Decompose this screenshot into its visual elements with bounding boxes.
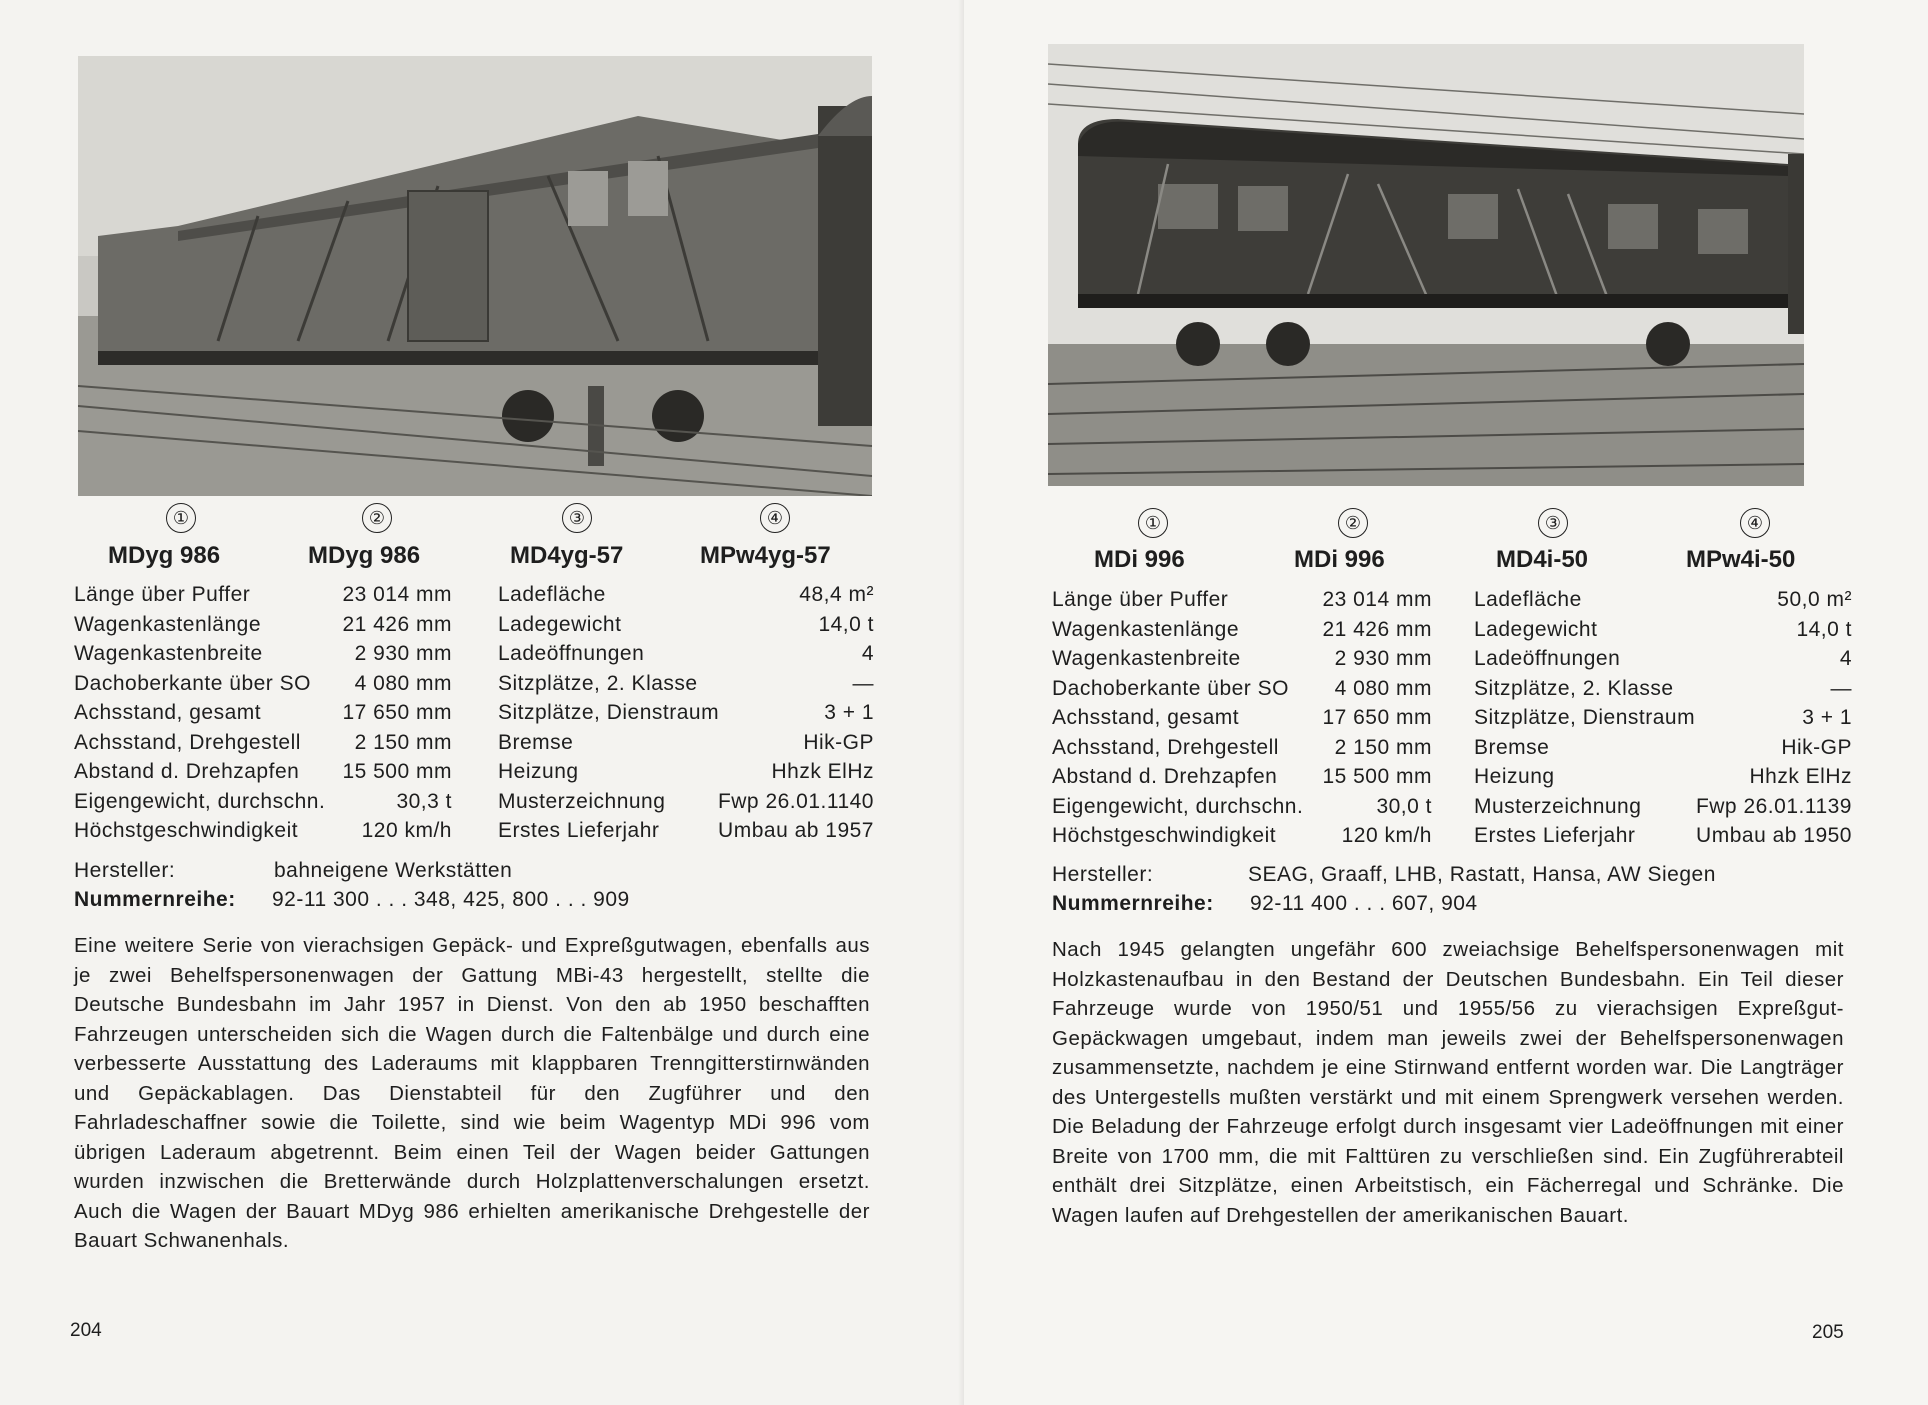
variant-markers xyxy=(166,503,926,535)
spec-label: Erstes Lieferjahr xyxy=(498,819,660,842)
dimension-specs xyxy=(74,580,452,846)
spec-value: 23 014 mm xyxy=(342,583,452,606)
wagon-type-1: MDi 996 xyxy=(1094,546,1185,573)
spec-row xyxy=(1474,762,1852,792)
spec-row xyxy=(1052,674,1432,704)
spec-value: 4 080 mm xyxy=(1334,676,1432,700)
spec-label: Ladefläche xyxy=(498,583,606,606)
variant-marker-3: ③ xyxy=(562,503,592,533)
number-series-label: Nummernreihe: xyxy=(1052,892,1214,915)
variant-marker-2: ② xyxy=(362,503,392,533)
spec-row xyxy=(74,757,452,787)
spec-value: 2 150 mm xyxy=(1334,735,1432,759)
right-photo xyxy=(1048,44,1804,486)
spec-label: Sitzplätze, 2. Klasse xyxy=(498,671,698,695)
spec-label: Achsstand, gesamt xyxy=(1052,706,1240,729)
wagon-types xyxy=(108,542,908,574)
spec-value: 30,3 t xyxy=(396,789,452,813)
spec-value: 3 + 1 xyxy=(1802,706,1852,729)
spec-label: Höchstgeschwindigkeit xyxy=(1052,824,1277,847)
wagon-type-4: MPw4i-50 xyxy=(1686,546,1796,573)
wagon-type-2: MDyg 986 xyxy=(308,542,421,569)
spec-label: Ladeöffnungen xyxy=(498,642,645,665)
spec-row xyxy=(1474,585,1852,615)
spec-label: Heizung xyxy=(498,760,579,783)
loading-specs xyxy=(498,580,874,846)
spec-value: — xyxy=(852,671,874,695)
spec-value: 21 426 mm xyxy=(1322,617,1432,641)
spec-row xyxy=(1474,644,1852,674)
spec-value: 50,0 m² xyxy=(1777,588,1852,611)
number-series-value: 92-11 300 . . . 348, 425, 800 . . . 909 xyxy=(272,888,630,911)
spec-row xyxy=(74,610,452,640)
spec-row xyxy=(1052,762,1432,792)
spec-row xyxy=(74,639,452,669)
luggage-van-photo xyxy=(1048,44,1804,486)
spec-label: Sitzplätze, 2. Klasse xyxy=(1474,676,1674,700)
spec-row xyxy=(498,698,874,728)
spec-row xyxy=(1052,733,1432,763)
spec-value: 2 930 mm xyxy=(354,642,452,665)
spec-label: Länge über Puffer xyxy=(1052,588,1229,611)
spec-label: Wagenkastenlänge xyxy=(1052,617,1240,641)
spec-row xyxy=(1052,644,1432,674)
spec-label: Achsstand, Drehgestell xyxy=(74,730,301,754)
spec-label: Eigengewicht, durchschn. xyxy=(74,789,326,813)
spec-row xyxy=(498,816,874,846)
spec-row xyxy=(74,580,452,610)
spec-label: Erstes Lieferjahr xyxy=(1474,824,1636,847)
spec-row xyxy=(74,787,452,817)
manufacturer-value: bahneigene Werkstätten xyxy=(274,859,513,882)
spec-value: — xyxy=(1830,676,1852,700)
spec-row xyxy=(1474,792,1852,822)
variant-marker-1: ① xyxy=(166,503,196,533)
description-paragraph: Nach 1945 gelangten ungefähr 600 zweiachsige Behelfspersonenwagen mit Holzkastenaufbau in den Bestand der Deutschen Bundesbahn. Ein Teil dieser Fahrzeuge wurde von 1950/51 und 1955/56 zu vierachsigen Expreßgut-Gepäckwagen umgebaut, indem man jeweils zwei der Behelfspersonenwagen zusammensetzte, nachdem je eine Stirnwand entfernt worden war. Die Langträger des Untergestells mußten verstärkt und mit einem Sprengwerk versehen werden. Die Beladung der Fahrzeuge erfolgt durch insgesamt vier Ladeöffnungen mit einer Breite von 1700 mm, die mit Falttüren zu verschließen sind. Ein Zugführerabteil enthält drei Sitzplätze, einen Arbeitstisch, ein Fächerregal und Schränke. Die Wagen laufen auf Drehgestellen der amerikanischen Bauart. xyxy=(1052,938,1844,1227)
spec-label: Eigengewicht, durchschn. xyxy=(1052,794,1304,818)
spec-value: 4 xyxy=(1839,647,1852,670)
spec-label: Wagenkastenlänge xyxy=(74,612,262,636)
spec-row xyxy=(1474,703,1852,733)
spec-row xyxy=(74,669,452,699)
spec-row xyxy=(498,580,874,610)
wagon-type-4: MPw4yg-57 xyxy=(700,542,831,569)
spec-label: Achsstand, Drehgestell xyxy=(1052,735,1279,759)
wagon-types xyxy=(1094,546,1894,578)
spec-value: 21 426 mm xyxy=(342,612,452,636)
spec-row xyxy=(498,669,874,699)
number-series-value: 92-11 400 . . . 607, 904 xyxy=(1250,892,1478,915)
spec-label: Dachoberkante über SO xyxy=(74,671,311,695)
spec-value: Hik-GP xyxy=(1781,735,1852,759)
spec-value: 2 150 mm xyxy=(354,730,452,754)
spec-label: Abstand d. Drehzapfen xyxy=(1052,765,1278,788)
manufacturer-label: Hersteller: xyxy=(74,859,176,882)
spec-label: Abstand d. Drehzapfen xyxy=(74,760,300,783)
manufacturer-value: SEAG, Graaff, LHB, Rastatt, Hansa, AW Siegen xyxy=(1248,863,1716,886)
manufacturer-label: Hersteller: xyxy=(1052,863,1154,886)
loading-specs xyxy=(1474,585,1852,851)
spec-label: Wagenkastenbreite xyxy=(1052,647,1241,670)
spec-row xyxy=(498,787,874,817)
spec-row xyxy=(1052,615,1432,645)
spec-row xyxy=(1474,821,1852,851)
spec-value: Hhzk ElHz xyxy=(1749,765,1852,788)
spec-row xyxy=(498,728,874,758)
spec-row xyxy=(1052,792,1432,822)
spec-value: Hhzk ElHz xyxy=(771,760,874,783)
wagon-type-2: MDi 996 xyxy=(1294,546,1385,573)
spec-value: 17 650 mm xyxy=(342,701,452,724)
spec-row xyxy=(74,728,452,758)
spec-value: 120 km/h xyxy=(1341,824,1432,847)
page-number: 204 xyxy=(70,1320,102,1341)
spec-label: Heizung xyxy=(1474,765,1555,788)
wagon-type-3: MD4i-50 xyxy=(1496,546,1589,573)
spec-row xyxy=(1474,733,1852,763)
wagon-type-1: MDyg 986 xyxy=(108,542,221,569)
variant-marker-1: ① xyxy=(1138,508,1168,538)
spec-value: 4 080 mm xyxy=(354,671,452,695)
wagon-type-3: MD4yg-57 xyxy=(510,542,624,569)
spec-value: 2 930 mm xyxy=(1334,647,1432,670)
spec-row xyxy=(1474,615,1852,645)
spec-value: 30,0 t xyxy=(1376,794,1432,818)
spec-value: 3 + 1 xyxy=(824,701,874,724)
spec-value: 15 500 mm xyxy=(342,760,452,783)
variant-markers xyxy=(1138,508,1898,540)
variant-marker-4: ④ xyxy=(1740,508,1770,538)
spec-row xyxy=(74,816,452,846)
spec-row xyxy=(1474,674,1852,704)
spec-label: Ladegewicht xyxy=(1474,617,1598,641)
spec-label: Musterzeichnung xyxy=(1474,794,1642,818)
dimension-specs xyxy=(1052,585,1432,851)
spec-value: 23 014 mm xyxy=(1322,588,1432,611)
description-text xyxy=(74,931,870,1256)
spec-label: Achsstand, gesamt xyxy=(74,701,262,724)
spec-label: Ladefläche xyxy=(1474,588,1582,611)
spec-value: 15 500 mm xyxy=(1322,765,1432,788)
number-series-label: Nummernreihe: xyxy=(74,888,236,911)
spec-row xyxy=(498,757,874,787)
left-photo xyxy=(78,56,872,496)
spec-value: 14,0 t xyxy=(818,612,874,636)
manufacturer-block xyxy=(74,856,874,914)
variant-marker-2: ② xyxy=(1338,508,1368,538)
spec-value: Hik-GP xyxy=(803,730,874,754)
spec-label: Höchstgeschwindigkeit xyxy=(74,819,299,842)
spec-label: Wagenkastenbreite xyxy=(74,642,263,665)
spec-row xyxy=(74,698,452,728)
spec-value: Umbau ab 1957 xyxy=(718,819,874,842)
manufacturer-block xyxy=(1052,860,1852,918)
spec-label: Länge über Puffer xyxy=(74,583,251,606)
spec-label: Ladeöffnungen xyxy=(1474,647,1621,670)
page-number: 205 xyxy=(1812,1322,1844,1343)
spec-value: 17 650 mm xyxy=(1322,706,1432,729)
spec-value: Umbau ab 1950 xyxy=(1696,824,1852,847)
right-page xyxy=(964,0,1928,1405)
spec-label: Bremse xyxy=(498,730,574,754)
spec-value: 120 km/h xyxy=(361,819,452,842)
spec-label: Bremse xyxy=(1474,735,1550,759)
variant-marker-4: ④ xyxy=(760,503,790,533)
spec-value: Fwp 26.01.1140 xyxy=(717,789,874,813)
spec-label: Sitzplätze, Dienstraum xyxy=(498,701,720,724)
spec-label: Sitzplätze, Dienstraum xyxy=(1474,706,1696,729)
spec-value: 14,0 t xyxy=(1796,617,1852,641)
spec-row xyxy=(1052,703,1432,733)
spec-row xyxy=(498,610,874,640)
luggage-van-photo xyxy=(78,56,872,496)
spec-label: Ladegewicht xyxy=(498,612,622,636)
spec-row xyxy=(1052,821,1432,851)
description-paragraph: Eine weitere Serie von vierachsigen Gepäck- und Expreßgutwagen, ebenfalls aus je zwei Behelfspersonenwagen der Gattung MBi-43 hergestellt, stellte die Deutsche Bundesbahn im Jahr 1957 in Dienst. Von den ab 1950 beschafften Fahrzeugen unterscheiden sich die Wagen durch die Faltenbälge und durch eine verbesserte Ausstattung des Laderaums mit klappbaren Trenngitterstirnwänden und Gepäckablagen. Das Dienstabteil für den Zugführer und den Fahrladeschaffner sowie die Toilette, sind wie beim Wagentyp MDi 996 vom übrigen Laderaum abgetrennt. Beim einen Teil der Wagen beider Gattungen wurden inzwischen die Bretterwände durch Holzplattenverschalungen ersetzt. Auch die Wagen der Bauart MDyg 986 erhielten amerikanische Drehgestelle der Bauart Schwanenhals. xyxy=(74,934,870,1252)
description-text xyxy=(1052,935,1844,1230)
spec-row xyxy=(498,639,874,669)
spec-value: 48,4 m² xyxy=(799,583,874,606)
spec-value: 4 xyxy=(861,642,874,665)
spec-label: Dachoberkante über SO xyxy=(1052,676,1289,700)
variant-marker-3: ③ xyxy=(1538,508,1568,538)
spec-value: Fwp 26.01.1139 xyxy=(1695,794,1852,818)
spec-row xyxy=(1052,585,1432,615)
spec-label: Musterzeichnung xyxy=(498,789,666,813)
